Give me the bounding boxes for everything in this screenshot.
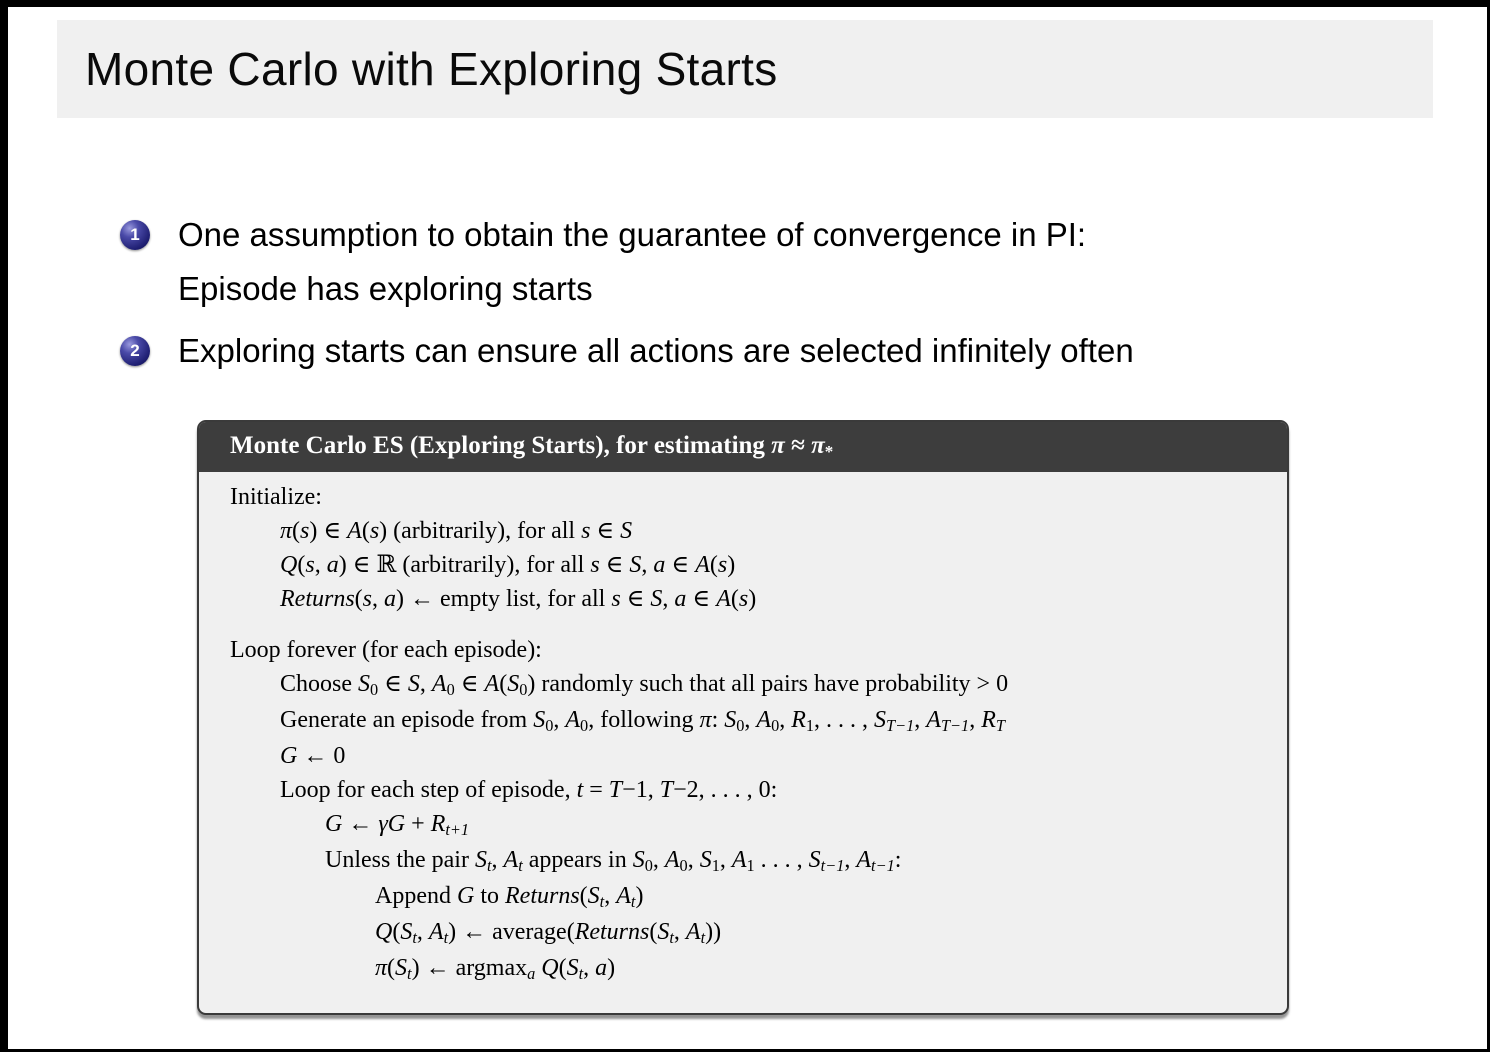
math-segment: t [518, 855, 523, 875]
math-segment: ( [354, 586, 363, 612]
math-segment: s [738, 586, 749, 612]
math-segment: Returns [280, 586, 355, 612]
bullet-number-ball: 1 [120, 220, 150, 250]
math-segment: ( [361, 518, 370, 544]
math-segment: ← 0 [297, 743, 346, 769]
math-segment: s [300, 518, 310, 544]
math-segment: ( [392, 919, 401, 945]
math-segment: T [659, 777, 674, 803]
math-segment: Returns [505, 883, 580, 909]
math-segment: , [553, 707, 566, 733]
math-segment: ) ∈ [309, 518, 348, 544]
math-segment: t [630, 891, 636, 911]
math-segment: R [981, 707, 996, 733]
math-segment: S [699, 847, 712, 873]
math-segment: 1 [805, 715, 815, 735]
math-segment: , [419, 671, 432, 697]
math-segment: S [629, 552, 642, 578]
math-segment: ∈ [665, 552, 696, 578]
math-segment: S [533, 707, 546, 733]
math-segment: ∈ [599, 552, 630, 578]
math-segment: ) ← average( [448, 919, 575, 945]
math-segment: 0 [580, 715, 589, 735]
math-segment: A [716, 586, 731, 612]
math-segment: ) [607, 955, 616, 981]
math-segment: ) randomly such that all pairs have probability > 0 [527, 671, 1009, 697]
math-segment: ) ← argmax [411, 955, 528, 981]
math-segment: ( [649, 919, 658, 945]
math-segment: t [412, 927, 417, 947]
bullet-number-ball: 2 [120, 336, 150, 366]
math-segment: to [474, 883, 505, 909]
math-segment: s [717, 552, 728, 578]
math-segment: A [347, 518, 362, 544]
algorithm-line [199, 703, 1283, 739]
math-segment: S [657, 919, 670, 945]
math-segment: a [653, 552, 666, 578]
math-segment: s [362, 586, 373, 612]
math-segment: ( [558, 955, 567, 981]
math-segment: t [486, 855, 492, 875]
math-segment: t−1 [871, 855, 895, 875]
math-segment: s [305, 552, 315, 578]
bullet-list [120, 208, 1460, 378]
math-segment: * [824, 441, 834, 461]
math-segment: S [724, 707, 737, 733]
algorithm-line [199, 582, 1283, 616]
math-segment: S [407, 671, 420, 697]
math-segment: , [914, 707, 927, 733]
math-segment: : [711, 707, 725, 733]
math-segment: A [616, 883, 631, 909]
math-segment: A [926, 707, 941, 733]
math-segment: , following [588, 707, 700, 733]
math-segment: a [384, 586, 397, 612]
algorithm-line [199, 879, 1283, 915]
algorithm-line [199, 633, 1283, 667]
math-segment: a [595, 955, 608, 981]
math-segment: , [491, 847, 504, 873]
math-segment: t [700, 927, 706, 947]
math-segment: π [375, 955, 388, 981]
math-segment: A [731, 847, 747, 873]
math-segment: 0 [644, 855, 653, 875]
math-segment: ( [297, 552, 306, 578]
math-segment: Generate an episode from [280, 707, 534, 733]
math-segment: , [641, 552, 654, 578]
bullet-text [178, 208, 1086, 316]
math-segment: ∈ [686, 586, 717, 612]
math-segment: R [430, 811, 446, 837]
math-segment: −1, [622, 777, 660, 803]
math-segment: a [674, 586, 687, 612]
math-segment: t [407, 963, 412, 983]
math-segment: Monte Carlo ES (Exploring Starts), for estimating [230, 432, 772, 459]
math-segment: A [431, 671, 447, 697]
math-segment: S [358, 671, 370, 697]
algorithm-line [199, 739, 1283, 773]
math-segment: ∈ [590, 518, 621, 544]
math-segment: , [779, 707, 792, 733]
math-segment: π [699, 707, 712, 733]
math-segment: 0 [545, 715, 554, 735]
math-segment: appears in [522, 847, 633, 873]
math-segment: t+1 [445, 819, 470, 839]
algorithm-line [199, 480, 1283, 514]
math-segment: Initialize: [230, 484, 322, 510]
math-segment: t [578, 963, 584, 983]
bullet-text [178, 324, 1134, 378]
bullet-text-line: Episode has exploring starts [178, 270, 593, 307]
math-segment: ( [730, 586, 739, 612]
math-segment: S [632, 847, 645, 873]
math-segment: Loop for each step of episode, [280, 777, 577, 803]
math-segment: π [811, 432, 825, 459]
math-segment: , . . . , [814, 707, 875, 733]
math-segment: Returns [574, 919, 650, 945]
math-segment: Loop forever (for each episode): [230, 637, 542, 663]
algorithm-line [199, 514, 1283, 548]
math-segment: A [484, 671, 500, 697]
math-segment: ) [727, 552, 736, 578]
math-segment: ≈ [784, 432, 812, 459]
math-segment: ) (arbitrarily), for all [379, 518, 582, 544]
math-segment: S [620, 518, 633, 544]
math-segment: G [280, 743, 298, 769]
math-segment: : [894, 847, 902, 873]
math-segment: , [372, 586, 385, 612]
math-segment: , [314, 552, 327, 578]
algorithm-line [199, 667, 1283, 703]
math-segment: 0 [771, 715, 780, 735]
math-segment: a [326, 552, 339, 578]
slide [8, 7, 1487, 1049]
math-segment: S [395, 955, 408, 981]
math-segment: t [443, 927, 449, 947]
bullet-text-line: One assumption to obtain the guarantee of convergence in PI: [178, 216, 1087, 253]
list-item-1 [120, 208, 1460, 316]
math-segment: t−1 [820, 855, 845, 875]
math-segment: γG [378, 811, 406, 837]
math-segment: Q [280, 552, 298, 578]
math-segment: , [687, 847, 700, 873]
math-segment: s [369, 518, 380, 544]
math-segment: , [673, 919, 686, 945]
math-segment: R [791, 707, 806, 733]
math-segment: A [756, 707, 772, 733]
math-segment: A [565, 707, 581, 733]
math-segment: ( [292, 518, 301, 544]
math-segment: t [576, 777, 584, 803]
math-segment: s [590, 552, 600, 578]
math-segment: A [428, 919, 444, 945]
math-segment: A [856, 847, 872, 873]
math-segment: S [587, 883, 600, 909]
math-segment: T [995, 715, 1005, 735]
algorithm-line [199, 951, 1283, 987]
math-segment: A [664, 847, 680, 873]
algorithm-line [199, 915, 1283, 951]
math-segment: Q [541, 955, 559, 981]
math-segment: A [685, 919, 701, 945]
math-segment: 0 [370, 679, 379, 699]
math-segment: S [507, 671, 520, 697]
math-segment: S [474, 847, 487, 873]
algorithm-line [199, 843, 1283, 879]
algorithm-pseudocode [199, 472, 1287, 1013]
math-segment: 0 [519, 679, 528, 699]
math-segment: ( [387, 955, 396, 981]
math-segment: 1 [711, 855, 720, 875]
math-segment: ∈ [378, 671, 408, 697]
math-segment: s [581, 518, 591, 544]
math-segment: 0 [446, 679, 455, 699]
math-segment: = [583, 777, 609, 803]
math-segment: t [599, 891, 605, 911]
math-segment: T−1 [886, 715, 915, 735]
math-segment: ∈ [620, 586, 651, 612]
math-segment: G [456, 883, 475, 909]
math-segment: . . . , [754, 847, 809, 873]
math-segment: s [611, 586, 621, 612]
algorithm-line [199, 807, 1283, 843]
math-segment: Append [375, 883, 457, 909]
math-segment: Choose [280, 671, 358, 697]
math-segment: ( [579, 883, 588, 909]
math-segment: , [844, 847, 857, 873]
math-segment: A [695, 552, 710, 578]
math-segment: Q [375, 919, 393, 945]
algorithm-block-title [199, 422, 1287, 472]
math-segment: , [652, 847, 665, 873]
math-segment: ) [635, 883, 644, 909]
math-segment: , [662, 586, 675, 612]
math-segment: T [608, 777, 623, 803]
math-segment: 0 [679, 855, 688, 875]
math-segment: π [280, 518, 293, 544]
math-segment: a [527, 963, 536, 983]
math-segment: π [771, 432, 785, 459]
math-segment: S [400, 919, 413, 945]
math-segment: , [583, 955, 596, 981]
math-segment: G [325, 811, 343, 837]
math-segment: T−1 [940, 715, 970, 735]
math-segment: S [566, 955, 579, 981]
math-segment: 0 [736, 715, 745, 735]
math-segment: ∈ [454, 671, 485, 697]
slide-title-bar [57, 20, 1433, 118]
math-segment: , [604, 883, 617, 909]
math-segment: A [503, 847, 519, 873]
math-segment: S [808, 847, 821, 873]
math-segment: ) [748, 586, 757, 612]
math-segment: S [650, 586, 663, 612]
math-segment: ) ∈ ℝ (arbitrarily), for all [338, 552, 591, 578]
page-title: Monte Carlo with Exploring Starts [85, 43, 778, 95]
math-segment: ) ← empty list, for all [396, 586, 612, 612]
algorithm-line [199, 773, 1283, 807]
algorithm-block [197, 420, 1289, 1015]
math-segment: Unless the pair [325, 847, 475, 873]
math-segment: t [669, 927, 674, 947]
math-segment: 1 [746, 855, 755, 875]
algorithm-line [199, 548, 1283, 582]
math-segment: + [405, 811, 431, 837]
math-segment: , [969, 707, 982, 733]
math-segment: )) [705, 919, 722, 945]
math-segment: ← [342, 811, 379, 837]
math-segment: ( [709, 552, 718, 578]
math-segment: , [744, 707, 757, 733]
math-segment: , [719, 847, 732, 873]
math-segment: S [874, 707, 887, 733]
list-item-2 [120, 324, 1460, 378]
math-segment: ( [499, 671, 508, 697]
bullet-text-line: Exploring starts can ensure all actions are selected infinitely often [178, 332, 1134, 369]
math-segment: −2, . . . , 0: [673, 777, 778, 803]
math-segment: , [416, 919, 429, 945]
